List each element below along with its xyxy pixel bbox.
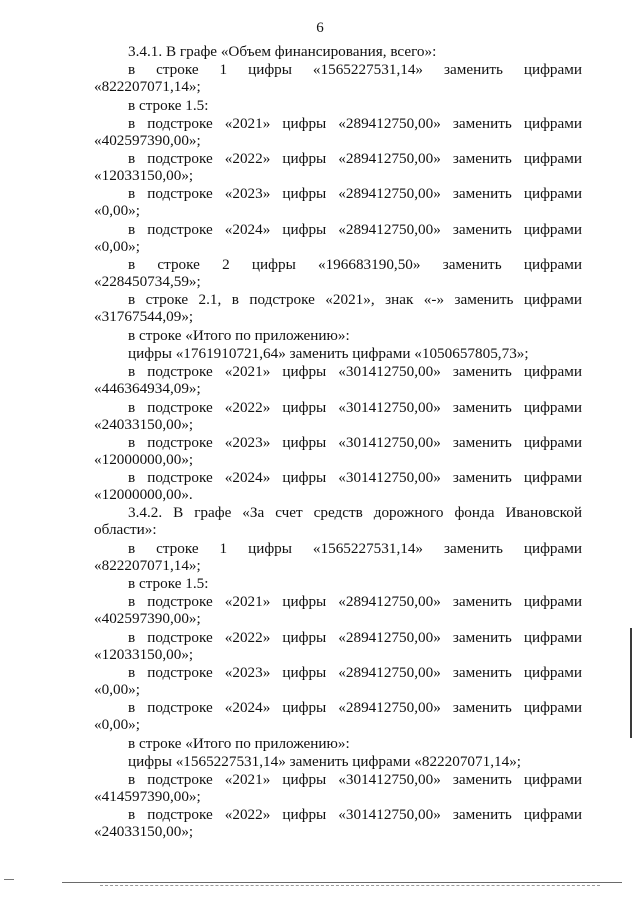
paragraph-fund-total-2022: в подстроке «2022» цифры «301412750,00» заменить цифрами «24033150,00»; (94, 806, 582, 841)
paragraph-3-4-1-heading: 3.4.1. В графе «Объем финансирования, всего»: (128, 43, 437, 60)
paragraph-total-2021: в подстроке «2021» цифры «301412750,00» заменить цифрами «446364934,09»; (94, 363, 582, 398)
paragraph-total-2024: в подстроке «2024» цифры «301412750,00» заменить цифрами «12000000,00». (94, 469, 582, 504)
paragraph-fund-total-2021: в подстроке «2021» цифры «301412750,00» заменить цифрами «414597390,00»; (94, 771, 582, 806)
page-number: 6 (316, 20, 324, 36)
scan-bottom-rule-faint (100, 885, 600, 886)
paragraph-total-2023: в подстроке «2023» цифры «301412750,00» заменить цифрами «12000000,00»; (94, 433, 582, 468)
paragraph-fund-total-heading: в строке «Итого по приложению»: (128, 734, 350, 752)
paragraph-line-2-1: в строке 2.1, в подстроке «2021», знак «-» заменить цифрами «31767544,09»; (94, 291, 582, 326)
paragraph-total-heading: в строке «Итого по приложению»: (128, 326, 350, 344)
paragraph-line-1-5: в строке 1.5: (128, 96, 209, 114)
paragraph-total-2022: в подстроке «2022» цифры «301412750,00» заменить цифрами «24033150,00»; (94, 398, 582, 433)
paragraph-fund-subline-2021: в подстроке «2021» цифры «289412750,00» заменить цифрами «402597390,00»; (94, 593, 582, 628)
paragraph-fund-total-figures: цифры «1565227531,14» заменить цифрами «822207071,14»; (128, 752, 522, 770)
paragraph-subline-2024: в подстроке «2024» цифры «289412750,00» заменить цифрами «0,00»; (94, 220, 582, 255)
paragraph-fund-subline-2022: в подстроке «2022» цифры «289412750,00» заменить цифрами «12033150,00»; (94, 628, 582, 663)
paragraph-line-1: в строке 1 цифры «1565227531,14» заменить цифрами «822207071,14»; (94, 61, 582, 96)
paragraph-subline-2021: в подстроке «2021» цифры «289412750,00» заменить цифрами «402597390,00»; (94, 114, 582, 149)
scan-bottom-rule (62, 882, 622, 883)
paragraph-line-2: в строке 2 цифры «196683190,50» заменить цифрами «228450734,59»; (94, 256, 582, 291)
paragraph-total-figures: цифры «1761910721,64» заменить цифрами «1050657805,73»; (128, 344, 529, 362)
paragraph-3-4-2-heading: 3.4.2. В графе «За счет средств дорожного фонда Ивановской области»: (94, 504, 582, 539)
scan-corner-mark (4, 879, 14, 880)
paragraph-fund-line-1-5: в строке 1.5: (128, 575, 209, 593)
paragraph-subline-2022: в подстроке «2022» цифры «289412750,00» заменить цифрами «12033150,00»; (94, 150, 582, 185)
scan-edge-mark (630, 628, 632, 738)
paragraph-fund-subline-2024: в подстроке «2024» цифры «289412750,00» заменить цифрами «0,00»; (94, 699, 582, 734)
document-body (94, 43, 582, 842)
paragraph-subline-2023: в подстроке «2023» цифры «289412750,00» заменить цифрами «0,00»; (94, 185, 582, 220)
paragraph-fund-subline-2023: в подстроке «2023» цифры «289412750,00» заменить цифрами «0,00»; (94, 663, 582, 698)
paragraph-fund-line-1: в строке 1 цифры «1565227531,14» заменить цифрами «822207071,14»; (94, 539, 582, 574)
